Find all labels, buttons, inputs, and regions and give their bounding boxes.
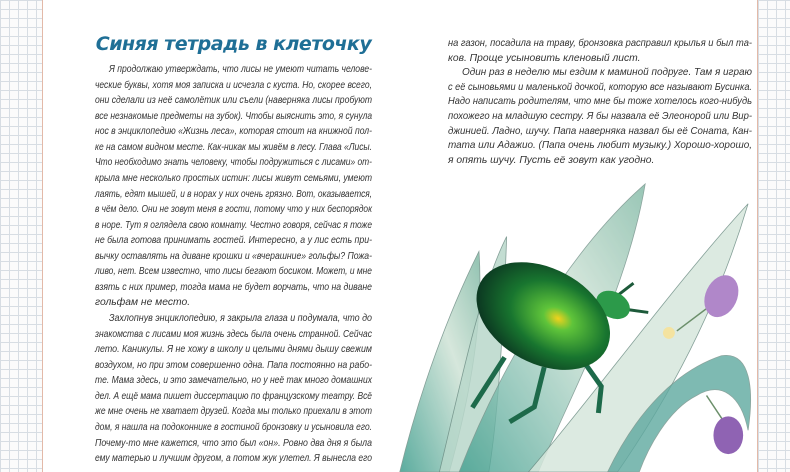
text-line: Один раз в неделю мы ездим к маминой подруге. Там я играю: [462, 67, 752, 79]
text-line-wrapper: [95, 93, 372, 109]
text-line: ему матерью и лучшим другом, а потом жук улетел. Я вынесла его: [95, 453, 372, 465]
text-line-wrapper: [95, 171, 372, 187]
text-line: ческие буквы, хотя моя записка и исчезла с куста. Но, скорее всего,: [95, 79, 372, 91]
left-page-text: [95, 62, 372, 467]
text-line: похожего на младшую сестру. Я бы назвала её Элеонорой или Вир-: [448, 110, 752, 122]
text-line-wrapper: [95, 451, 372, 467]
text-line: взять с них пример, тогда мама не будет ворчать, что на диване: [95, 281, 372, 293]
text-line-wrapper: [95, 420, 372, 436]
text-line-wrapper: [95, 124, 372, 140]
text-line: Я продолжаю утверждать, что лисы не умеют читать челове-: [109, 64, 372, 75]
text-line: лаять, едят мышей, и в норах у них очень грязно. Вот, оказывается,: [95, 188, 372, 200]
text-line-wrapper: [95, 389, 372, 405]
text-line: Что необходимо знать человеку, чтобы подружиться с лисами» от-: [95, 157, 372, 169]
chapter-title: Синяя тетрадь в клеточку: [95, 33, 372, 55]
text-line: дом, я нашла на подоконнике в гостиной бронзовку и усыновила его.: [95, 421, 372, 433]
text-line-wrapper: [95, 404, 372, 420]
text-line-wrapper: [448, 110, 752, 125]
text-line-wrapper: [95, 311, 372, 327]
right-page-text: [448, 37, 752, 168]
text-line-wrapper: [95, 373, 372, 389]
text-line-wrapper: [95, 78, 372, 94]
text-line: Захлопнув энциклопедию, я закрыла глаза и подумала, что до: [109, 313, 372, 324]
text-line: они сделали из неё самолётик или съели (наверняка лисы пробуют: [95, 95, 372, 107]
text-line-wrapper: [448, 125, 752, 140]
text-line: не была готова принимать гостей. Интересно, а у лис есть при-: [95, 235, 372, 247]
text-line: в чём дело. Они не зовут меня в гости, потому что у них беспорядок: [95, 204, 372, 216]
text-line: Почему-то мне кажется, что это был «он». Ровно два дня я была: [95, 437, 372, 449]
text-line-wrapper: [448, 139, 752, 154]
text-line-wrapper: [95, 327, 372, 343]
text-line-wrapper: [95, 436, 372, 452]
text-line: вычку оставлять на диване крошки и «вчерашние» гольфы? Пожа-: [95, 250, 372, 262]
text-line-wrapper: [95, 233, 372, 249]
text-line: нос в энциклопедию «Жизнь леса», которая стоит на книжной пол-: [95, 126, 372, 138]
text-line-wrapper: [95, 218, 372, 234]
text-line-wrapper: [448, 37, 752, 52]
text-line-wrapper: [95, 249, 372, 265]
text-line-wrapper: [95, 140, 372, 156]
text-line-wrapper: [95, 280, 372, 296]
text-line-wrapper: [95, 62, 372, 78]
text-line-wrapper: [95, 342, 372, 358]
text-line-wrapper: [448, 154, 752, 169]
text-line: гольфам не место.: [95, 297, 191, 309]
text-line-wrapper: [448, 52, 752, 67]
text-line: же мне очень не хватает друзей. Когда мы только приехали в этот: [95, 406, 372, 418]
text-line: тата или Адажио. (Папа очень любит музыку.) Хорошо-хорошо,: [448, 140, 752, 152]
text-line: воздухом, но при этом совершенно одна. Папа постоянно на рабо-: [95, 359, 372, 371]
text-line: все незнакомые предметы на зубок). Чтобы выяснить это, я сунула: [95, 110, 372, 122]
beetle-on-leaves-illustration: [380, 172, 756, 472]
text-line: я опять шучу. Пусть её зовут как угодно.: [448, 154, 655, 166]
text-line-wrapper: [95, 187, 372, 203]
text-line-wrapper: [95, 109, 372, 125]
text-line-wrapper: [448, 95, 752, 110]
text-line: ке на самом видном месте. Как-никак мы живём в лесу. Глава «Лисы.: [95, 141, 372, 153]
text-line: ков. Проще усыновить кленовый лист.: [448, 52, 641, 64]
text-line-wrapper: [95, 358, 372, 374]
text-line: дел. А ещё мама пишет диссертацию по французскому театру. Всё: [95, 390, 372, 402]
text-line-wrapper: [95, 155, 372, 171]
text-line: ливо, нет. Всем известно, что лисы бегают босиком. Может, и мне: [95, 266, 372, 278]
text-line-wrapper: [95, 295, 372, 311]
text-line-wrapper: [448, 66, 752, 81]
text-line: в норе. Тут я оглядела свою комнату. Честно говоря, сейчас я тоже: [95, 219, 372, 231]
graph-paper-margin-left: [0, 0, 43, 472]
text-line: с её сыновьями и маленькой дочкой, которую все называют Бусинка.: [448, 81, 752, 93]
text-line: крыла мне несколько простых истин: лисы живут семьями, умеют: [95, 172, 372, 184]
text-line-wrapper: [448, 81, 752, 96]
text-line-wrapper: [95, 264, 372, 280]
text-line: те. Мама здесь, и это замечательно, но у неё так много домашних: [95, 375, 372, 387]
text-line: на газон, посадила на траву, бронзовка расправил крылья и был та-: [448, 38, 752, 49]
text-line: Надо написать родителям, что мне бы тоже хотелось кого-нибудь: [448, 96, 752, 108]
text-line: лето. Каникулы. Я не хожу в школу и целыми днями дышу свежим: [95, 344, 372, 356]
text-line: знакомства с лисами моя жизнь здесь была очень странной. Сейчас: [95, 328, 372, 340]
text-line-wrapper: [95, 202, 372, 218]
text-line: джинией. Ладно, шучу. Папа наверняка назвал бы её Соната, Кан-: [448, 125, 752, 137]
